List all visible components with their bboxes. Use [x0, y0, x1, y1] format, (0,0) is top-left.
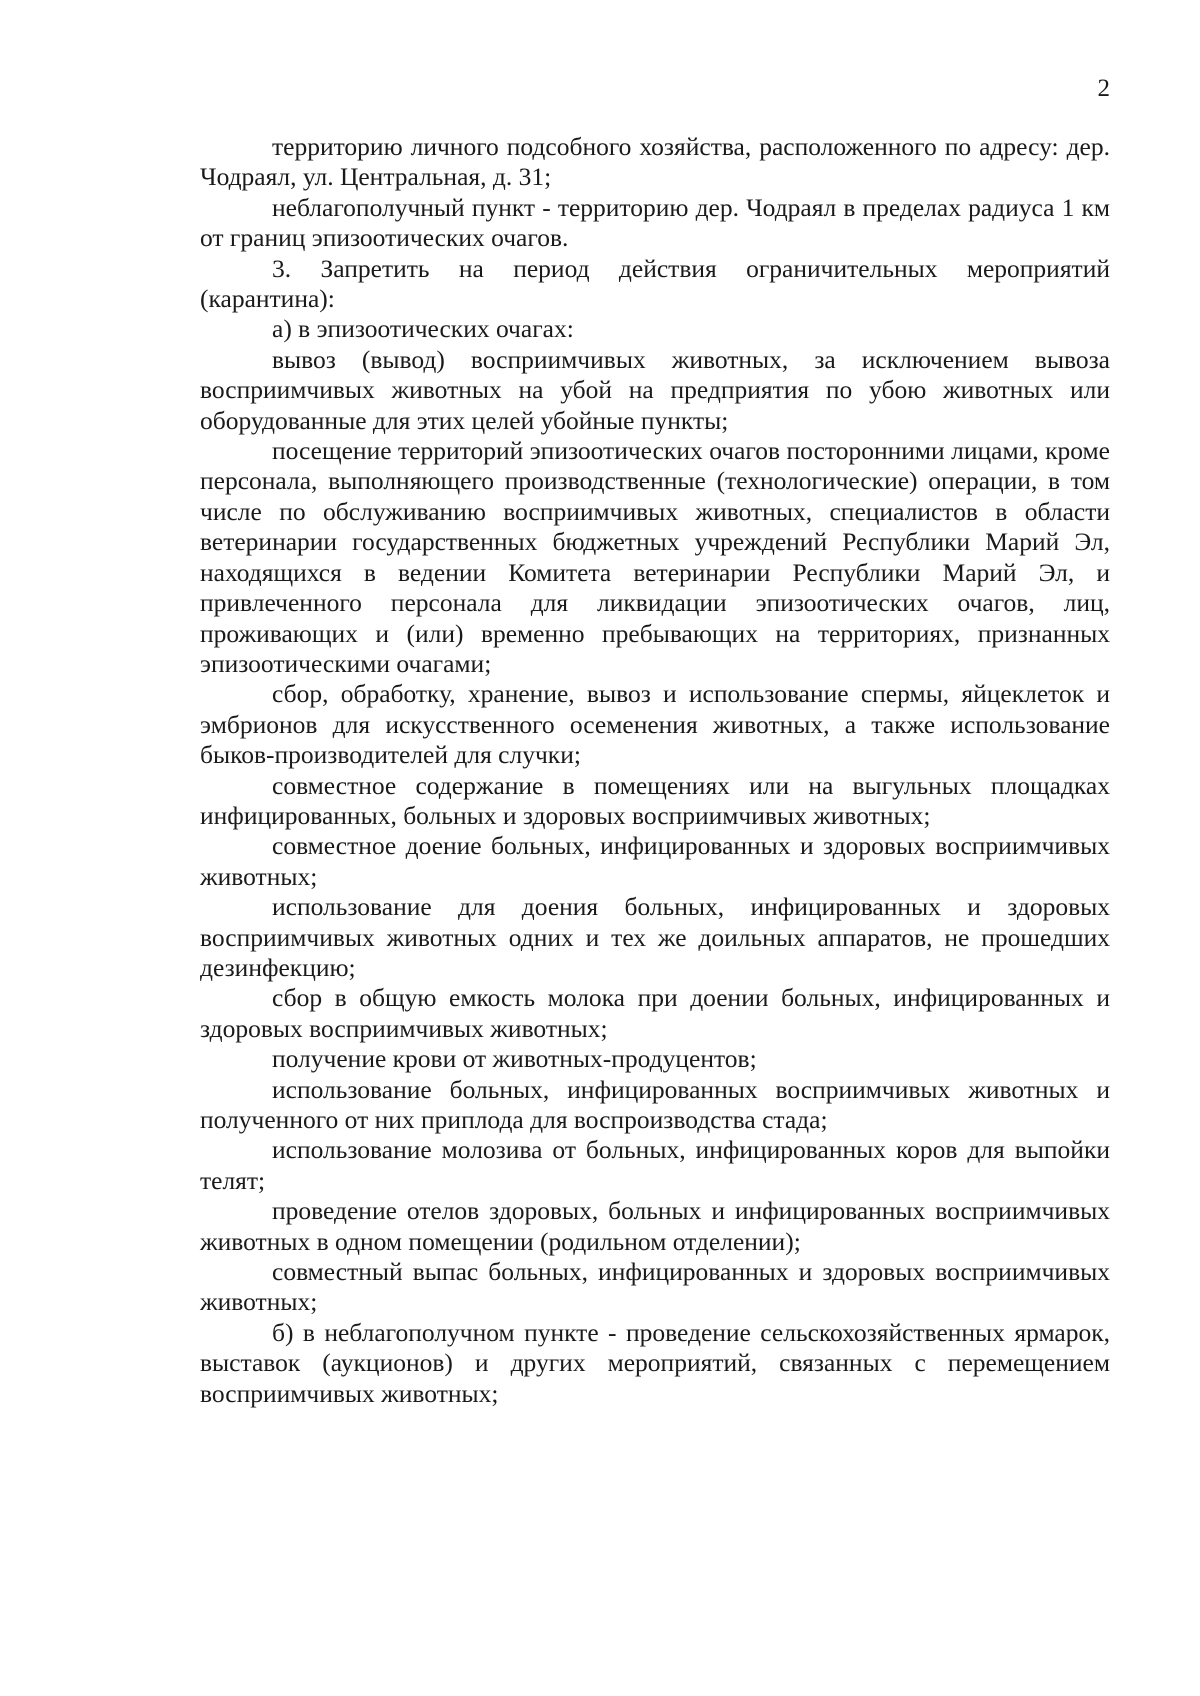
paragraph: совместный выпас больных, инфицированных и здоровых восприимчивых животных; — [200, 1257, 1110, 1317]
paragraph: использование молозива от больных, инфицированных коров для выпойки телят; — [200, 1135, 1110, 1195]
paragraph: вывоз (вывод) восприимчивых животных, за исключением вывоза восприимчивых животных на убой на предприятия по убою животных или оборудованные для этих целей убойные пункты; — [200, 344, 1110, 435]
paragraph: территорию личного подсобного хозяйства, расположенного по адресу: дер. Чодраял, ул. Центральная, д. 31; — [200, 132, 1110, 192]
paragraph: посещение территорий эпизоотических очагов посторонними лицами, кроме персонала, выполняющего производственные (технологические) операции, в том числе по обслуживанию восприимчивых животных, специалистов в области ветеринарии государственных бюджетных учреждений Республики Марий Эл, находящихся в ведении Комитета ветеринарии Республики Марий Эл, и привлеченного персонала для ликвидации эпизоотических очагов, лиц, проживающих и (или) временно пребывающих на территориях, признанных эпизоотическими очагами; — [200, 436, 1110, 678]
paragraph: совместное содержание в помещениях или на выгульных площадках инфицированных, больных и здоровых восприимчивых животных; — [200, 770, 1110, 830]
paragraph: получение крови от животных-продуцентов; — [272, 1044, 757, 1074]
paragraph: сбор в общую емкость молока при доении больных, инфицированных и здоровых восприимчивых животных; — [200, 983, 1110, 1043]
document-body — [200, 132, 1110, 1409]
paragraph: сбор, обработку, хранение, вывоз и использование спермы, яйцеклеток и эмбрионов для искусственного осеменения животных, а также использование быков-производителей для случки; — [200, 679, 1110, 770]
paragraph: использование больных, инфицированных восприимчивых животных и полученного от них приплода для воспроизводства стада; — [200, 1074, 1110, 1134]
paragraph: 3. Запретить на период действия ограничительных мероприятий (карантина): — [200, 253, 1110, 314]
paragraph: использование для доения больных, инфицированных и здоровых восприимчивых животных одних и тех же доильных аппаратов, не прошедших дезинфекцию; — [200, 892, 1110, 982]
paragraph: б) в неблагополучном пункте - проведение сельскохозяйственных ярмарок, выставок (аукционов) и других мероприятий, связанных с перемещением восприимчивых животных; — [200, 1317, 1110, 1408]
paragraph: неблагополучный пункт - территорию дер. Чодраял в пределах радиуса 1 км от границ эпизоотических очагов. — [200, 192, 1110, 253]
paragraph: а) в эпизоотических очагах: — [272, 314, 574, 344]
page-number: 2 — [1097, 75, 1110, 102]
paragraph: проведение отелов здоровых, больных и инфицированных восприимчивых животных в одном помещении (родильном отделении); — [200, 1196, 1110, 1256]
paragraph: совместное доение больных, инфицированных и здоровых восприимчивых животных; — [200, 831, 1110, 891]
